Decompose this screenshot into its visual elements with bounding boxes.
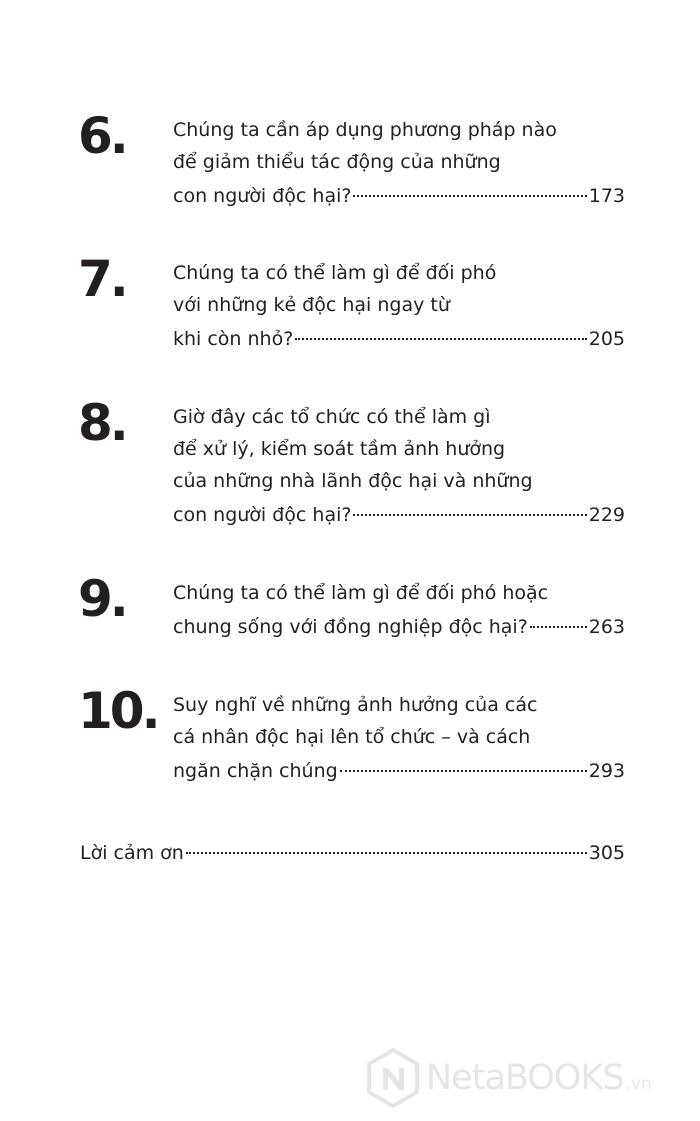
page-number: 229	[588, 504, 625, 526]
chapter-title-line: với những kẻ độc hại ngay từ	[173, 294, 450, 316]
chapter-title-line: để giảm thiểu tác động của những	[173, 151, 501, 173]
chapter-title-line: Suy nghĩ về những ảnh hưởng của các	[173, 694, 538, 716]
toc-leader-line	[173, 181, 625, 213]
chapter-title-line: Chúng ta có thể làm gì để đối phó	[173, 262, 497, 284]
toc-leader-line	[173, 612, 625, 644]
page-number: 263	[588, 616, 625, 638]
watermark-suffix: .vn	[625, 1074, 652, 1094]
toc-leader-line	[173, 500, 625, 532]
acknowledgements-label: Lời cảm ơn	[80, 842, 184, 864]
toc-leader-line	[173, 756, 625, 788]
chapter-title-line: Giờ đây các tổ chức có thể làm gì	[173, 406, 491, 428]
page-number: 293	[588, 760, 625, 782]
toc-entry-acknowledgements[interactable]	[80, 838, 625, 866]
chapter-number: 6.	[78, 107, 126, 165]
chapter-title-line: Chúng ta cần áp dụng phương pháp nào	[173, 119, 557, 141]
chapter-title-line: con người độc hại?	[173, 185, 352, 207]
watermark-brand: NetaBOOKS	[426, 1058, 624, 1098]
watermark	[366, 1048, 652, 1108]
dot-leader	[353, 495, 586, 516]
n-hexagon-icon	[366, 1048, 420, 1108]
chapter-title-line: ngăn chặn chúng	[173, 760, 338, 782]
chapter-number: 10.	[78, 682, 158, 740]
toc-leader-line	[173, 324, 625, 356]
chapter-title-line: khi còn nhỏ?	[173, 328, 294, 350]
dot-leader	[186, 833, 587, 854]
dot-leader	[340, 751, 587, 772]
chapter-title-line: chung sống với đồng nghiệp độc hại?	[173, 616, 528, 638]
page-number: 173	[588, 185, 625, 207]
chapter-title-line: con người độc hại?	[173, 504, 352, 526]
chapter-number: 7.	[78, 250, 126, 308]
chapter-number: 9.	[78, 570, 126, 628]
chapter-title-line: cá nhân độc hại lên tổ chức – và cách	[173, 726, 531, 748]
chapter-title-line: để xử lý, kiểm soát tầm ảnh hưởng	[173, 438, 506, 460]
chapter-title-line: của những nhà lãnh độc hại và những	[173, 470, 533, 492]
page-number: 305	[588, 842, 625, 864]
dot-leader	[353, 176, 586, 197]
chapter-number: 8.	[78, 394, 126, 452]
page-number: 205	[588, 328, 625, 350]
dot-leader	[530, 607, 587, 628]
dot-leader	[295, 319, 586, 340]
chapter-title-line: Chúng ta có thể làm gì để đối phó hoặc	[173, 582, 549, 604]
